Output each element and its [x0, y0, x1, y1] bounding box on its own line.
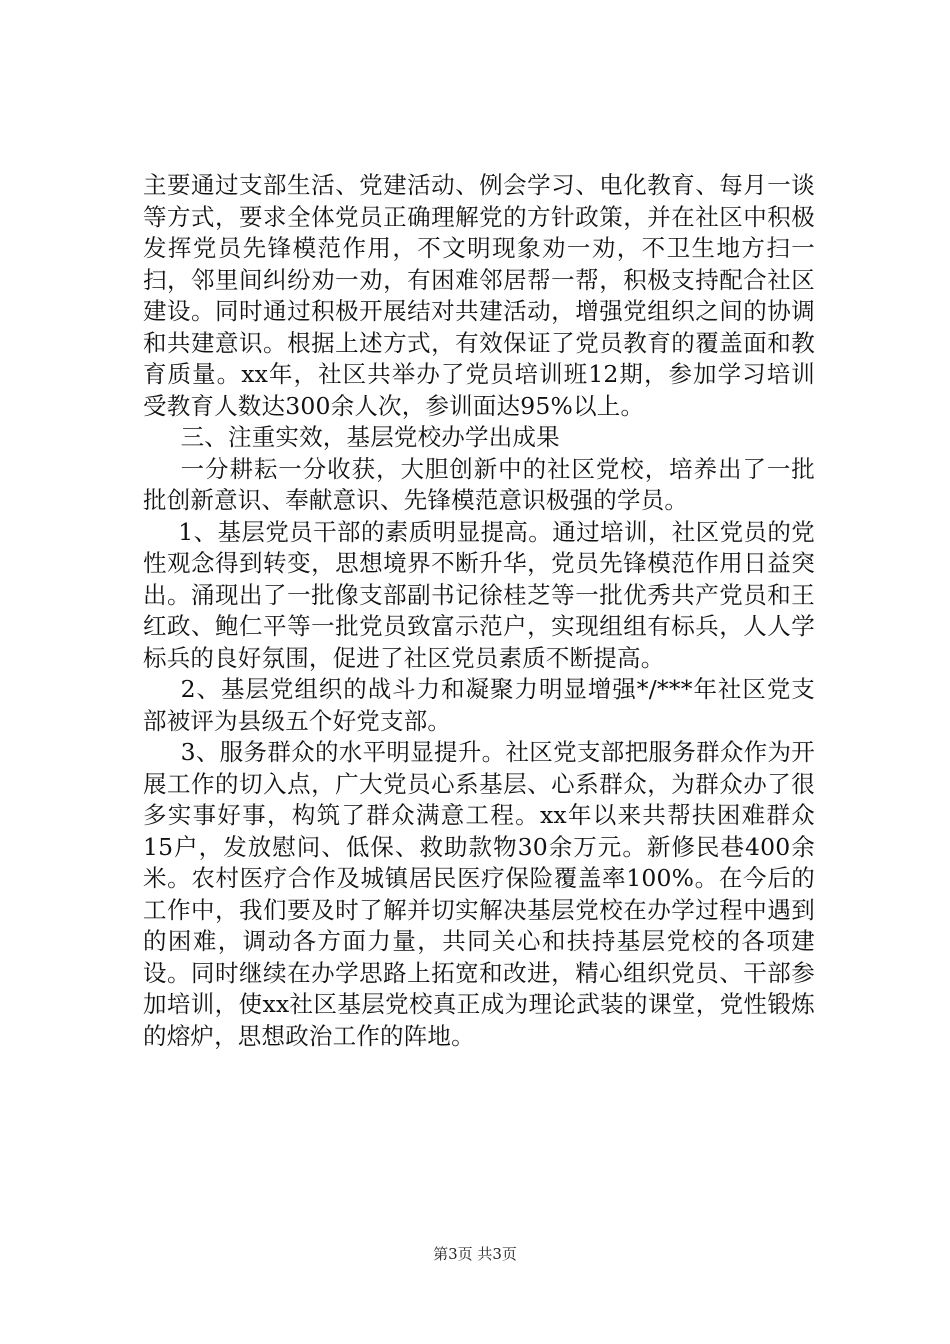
section-heading: 三、注重实效，基层党校办学出成果: [180, 423, 560, 451]
page-footer: 第3页 共3页: [433, 1245, 517, 1263]
document-body: [143, 170, 815, 1052]
paragraph-continued: 主要通过支部生活、党建活动、例会学习、电化教育、每月一谈等方式，要求全体党员正确理解党的方针政策，并在社区中积极发挥党员先锋模范作用，不文明现象劝一劝，不卫生地方扫一扫，邻里间纠纷劝一劝，有困难邻居帮一帮，积极支持配合社区建设。同时通过积极开展结对共建活动，增强党组织之间的协调和共建意识。根据上述方式，有效保证了党员教育的覆盖面和教育质量。xx年，社区共举办了党员培训班12期，参加学习培训受教育人数达300余人次，参训面达95%以上。: [143, 171, 815, 420]
paragraph: 一分耕耘一分收获，大胆创新中的社区党校，培养出了一批批创新意识、奉献意识、先锋模范意识极强的学员。: [143, 454, 815, 514]
paragraph-item-1: 1、基层党员干部的素质明显提高。通过培训，社区党员的党性观念得到转变，思想境界不断升华，党员先锋模范作用日益突出。涌现出了一批像支部副书记徐桂芝等一批优秀共产党员和王红政、鲍仁平等一批党员致富示范户，实现组组有标兵，人人学标兵的良好氛围，促进了社区党员素质不断提高。: [143, 517, 815, 672]
paragraph-item-3: 3、服务群众的水平明显提升。社区党支部把服务群众作为开展工作的切入点，广大党员心系基层、心系群众，为群众办了很多实事好事，构筑了群众满意工程。xx年以来共帮扶困难群众15户，发放慰问、低保、救助款物30余万元。新修民巷400余米。农村医疗合作及城镇居民医疗保险覆盖率100%。在今后的工作中，我们要及时了解并切实解决基层党校在办学过程中遇到的困难，调动各方面力量，共同关心和扶持基层党校的各项建设。同时继续在办学思路上拓宽和改进，精心组织党员、干部参加培训，使xx社区基层党校真正成为理论武装的课堂，党性锻炼的熔炉，思想政治工作的阵地。: [143, 738, 815, 1050]
paragraph-item-2: 2、基层党组织的战斗力和凝聚力明显增强*/***年社区党支部被评为县级五个好党支部。: [143, 675, 815, 735]
